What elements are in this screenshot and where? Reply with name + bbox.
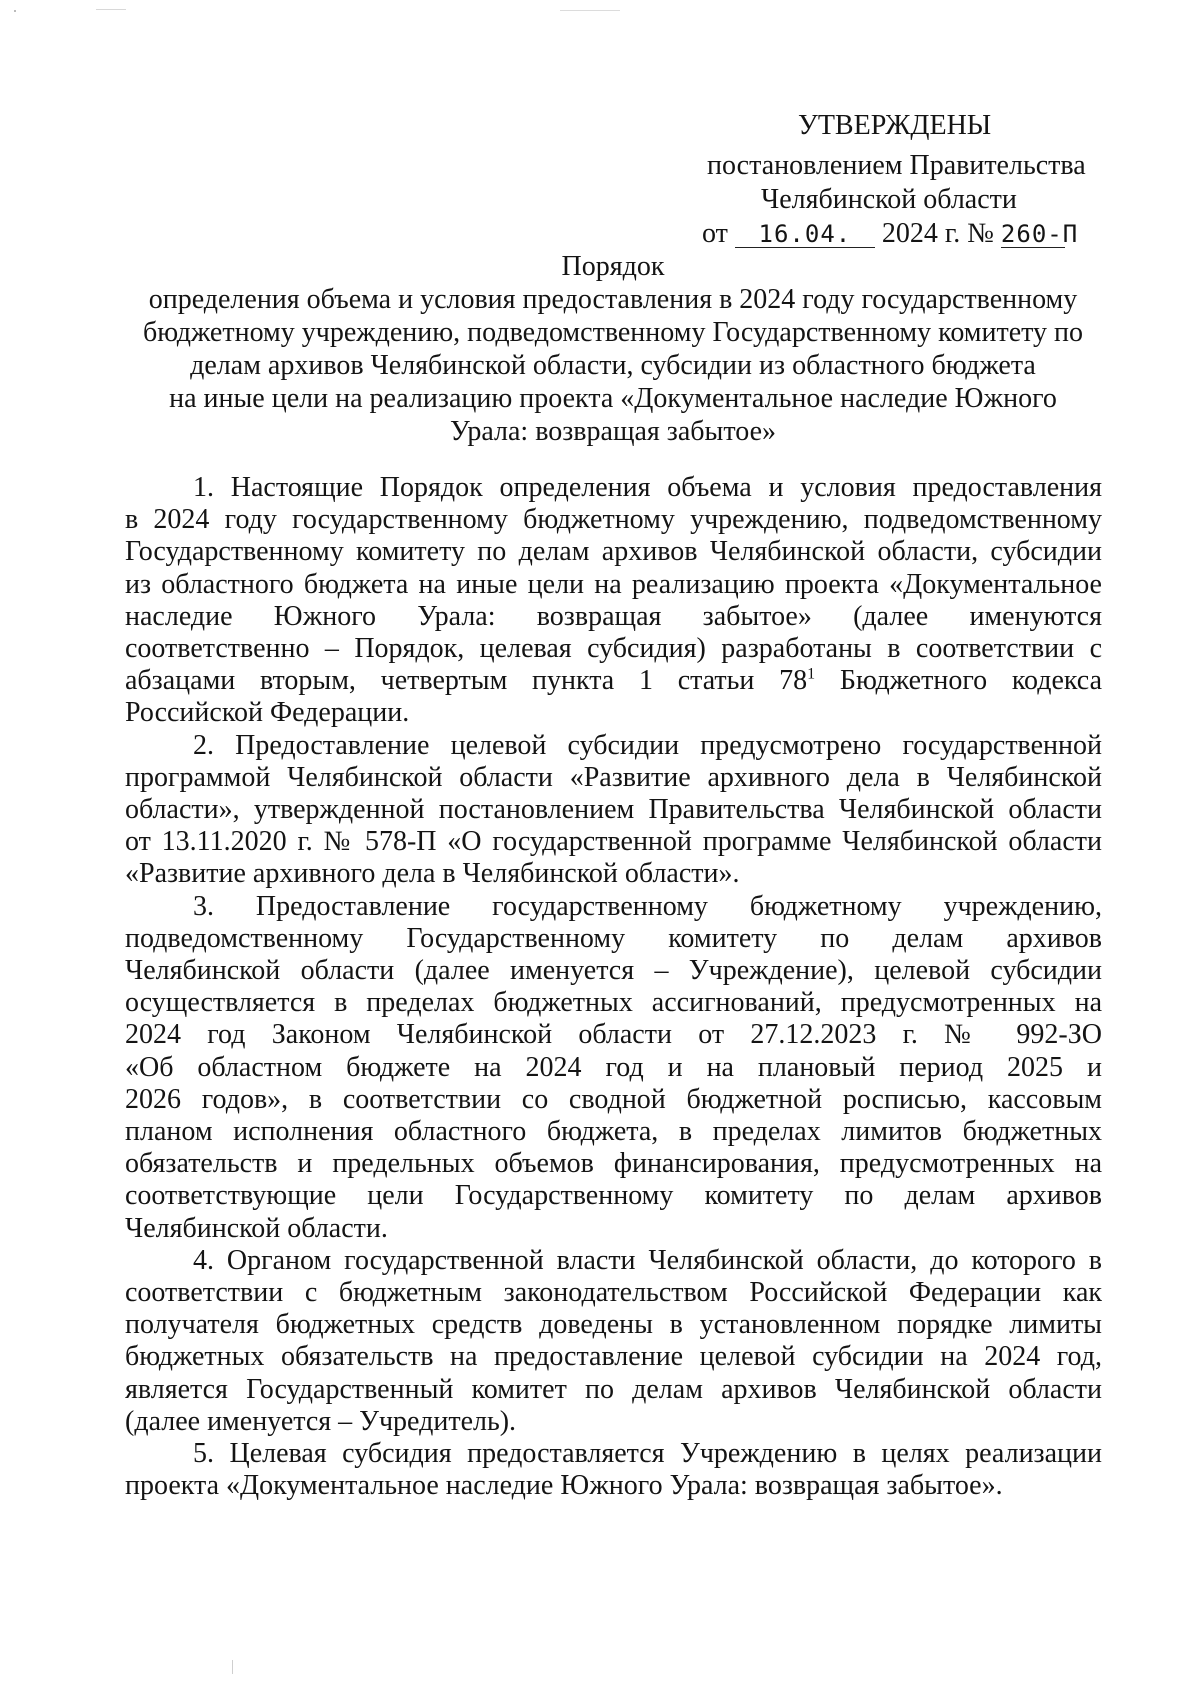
text-line-with-superscript: [125, 665, 1102, 697]
approval-date-line: [702, 216, 1079, 252]
text-line: 2026 годов», в соответствии со сводной бюджетной росписью, кассовым: [125, 1083, 1102, 1115]
text-line: обязательств и предельных объемов финансирования, предусмотренных на: [125, 1148, 1102, 1180]
text-line: 1. Настоящие Порядок определения объема и условия предоставления: [193, 472, 1102, 503]
text-line: 2. Предоставление целевой субсидии предусмотрено государственной: [193, 729, 1102, 761]
approval-line-resolution: постановлением Правительства: [707, 150, 1086, 181]
superscript: 1: [807, 665, 816, 683]
text-line: соответствии с бюджетным законодательством Российской Федерации как: [125, 1277, 1102, 1309]
scan-speck: [14, 10, 16, 12]
text-segment: Бюджетного кодекса: [815, 665, 1102, 697]
text-line: проекта «Документальное наследие Южного Урала: возвращая забытое».: [125, 1470, 1003, 1502]
date-prefix: от: [702, 218, 728, 249]
paragraph-5: [125, 1438, 1102, 1502]
text-line: от 13.11.2020 г. № 578-П «О государственной программе Челябинской области: [125, 826, 1102, 858]
text-line: 2024 год Законом Челябинской области от 27.12.2023 г. № 992-ЗО: [125, 1019, 1102, 1051]
title-line: бюджетному учреждению, подведомственному Государственному комитету по: [142, 317, 1084, 348]
text-line: является Государственный комитет по делам архивов Челябинской области: [125, 1373, 1102, 1405]
text-line: «Об областном бюджете на 2024 год и на плановый период 2025 и: [125, 1051, 1102, 1083]
approval-number: 260-П: [1000, 220, 1079, 248]
paragraph-2: [125, 730, 1102, 891]
text-line: 4. Органом государственной власти Челябинской области, до которого в: [193, 1244, 1102, 1276]
title-line: делам архивов Челябинской области, субсидии из областного бюджета: [190, 350, 1036, 381]
document-body: [125, 472, 1102, 1503]
text-line: 3. Предоставление государственному бюджетному учреждению,: [193, 890, 1102, 922]
text-line: Челябинской области (далее именуется – Учреждение), целевой субсидии: [125, 955, 1102, 987]
text-line: «Развитие архивного дела в Челябинской области».: [125, 858, 740, 890]
title-line: определения объема и условия предоставления в 2024 году государственному: [148, 284, 1078, 315]
text-line: Государственному комитету по делам архивов Челябинской области, субсидии: [125, 536, 1102, 568]
approval-heading: УТВЕРЖДЕНЫ: [798, 110, 992, 141]
text-line: области», утвержденной постановлением Правительства Челябинской области: [125, 794, 1102, 826]
title-line: на иные цели на реализацию проекта «Документальное наследие Южного: [169, 383, 1057, 414]
text-line: Челябинской области.: [125, 1212, 388, 1244]
text-line: в 2024 году государственному бюджетному учреждению, подведомственному: [125, 504, 1102, 536]
text-line: получателя бюджетных средств доведены в установленном порядке лимиты: [125, 1309, 1102, 1341]
text-line: из областного бюджета на иные цели на реализацию проекта «Документальное: [125, 568, 1102, 600]
title-heading: Порядок: [561, 251, 665, 282]
text-line: 5. Целевая субсидия предоставляется Учреждению в целях реализации: [193, 1438, 1102, 1470]
paragraph-1: [125, 472, 1102, 730]
text-segment: абзацами вторым, четвертым пункта 1 статьи 78: [125, 665, 808, 697]
text-line: наследие Южного Урала: возвращая забытое» (далее именуются: [125, 600, 1102, 632]
text-line: подведомственному Государственному комитету по делам архивов: [125, 922, 1102, 954]
paragraph-4: [125, 1245, 1102, 1438]
title-line: Урала: возвращая забытое»: [449, 416, 776, 447]
paragraph-3: [125, 891, 1102, 1245]
scan-speck: [96, 9, 126, 10]
text-line: программой Челябинской области «Развитие архивного дела в Челябинской: [125, 761, 1102, 793]
approval-year: 2024 г. №: [881, 218, 994, 249]
text-line: Российской Федерации.: [125, 697, 410, 729]
text-line: осуществляется в пределах бюджетных ассигнований, предусмотренных на: [125, 987, 1102, 1019]
document-title: [120, 250, 1106, 448]
scan-speck: [232, 1660, 233, 1674]
text-line: соответствующие цели Государственному комитету по делам архивов: [125, 1180, 1102, 1212]
approval-line-region: Челябинской области: [761, 184, 1017, 215]
text-line: планом исполнения областного бюджета, в пределах лимитов бюджетных: [125, 1116, 1102, 1148]
scan-speck: [560, 10, 620, 11]
text-line: (далее именуется – Учредитель).: [125, 1405, 517, 1437]
approval-date: 16.04.: [735, 221, 875, 248]
text-line: соответственно – Порядок, целевая субсидия) разработаны в соответствии с: [125, 633, 1102, 665]
text-line: бюджетных обязательств на предоставление целевой субсидии на 2024 год,: [125, 1341, 1102, 1373]
